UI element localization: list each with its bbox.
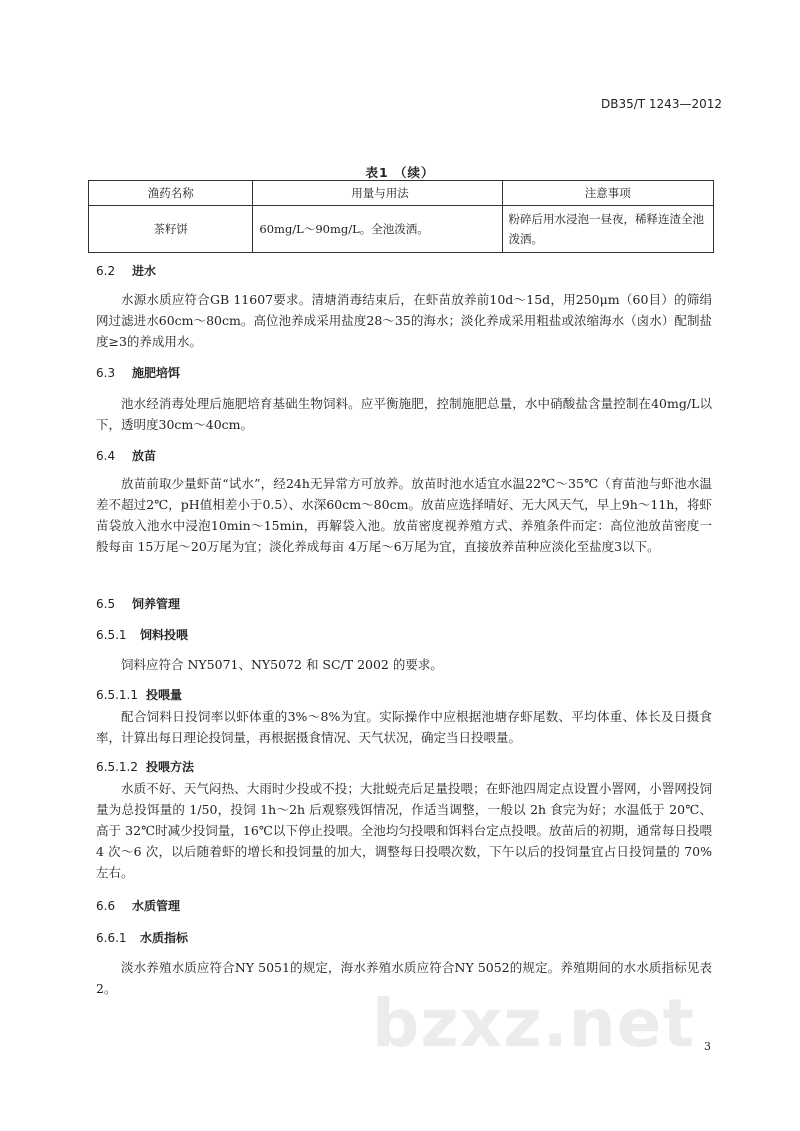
page-number: 3: [704, 1040, 711, 1053]
section-title: 投喂方法: [146, 760, 195, 774]
column-header-usage: 用量与用法: [253, 181, 502, 206]
column-header-notes: 注意事项: [502, 181, 714, 206]
section-title: 投喂量: [146, 688, 183, 702]
table-header-row: [89, 181, 714, 206]
section-number: 6.3: [96, 366, 116, 380]
section-heading-6-6-1: [96, 929, 188, 946]
section-number: 6.6.1: [96, 931, 127, 945]
section-heading-6-5-1-2: [96, 758, 194, 775]
section-number: 6.2: [96, 264, 116, 278]
paragraph-6-5-1: 饲料应符合 NY5071、NY5072 和 SC/T 2002 的要求。: [121, 657, 443, 672]
column-header-name: 渔药名称: [89, 181, 253, 206]
section-title: 进水: [132, 264, 157, 278]
watermark: bzxz.net: [372, 985, 696, 1062]
paragraph-6-3: 池水经消毒处理后施肥培育基础生物饲料。应平衡施肥，控制施肥总量，水中硝酸盐含量控制在40mg/L以下，透明度30cm～40cm。: [96, 396, 712, 432]
section-heading-6-5: [96, 595, 180, 612]
section-title: 饲料投喂: [140, 628, 189, 642]
section-title: 放苗: [132, 449, 157, 463]
section-title: 施肥培饵: [132, 366, 181, 380]
section-number: 6.5: [96, 597, 116, 611]
section-heading-6-5-1: [96, 626, 188, 643]
table-title: 表1 （续）: [365, 165, 435, 180]
section-number: 6.5.1.2: [96, 760, 138, 774]
section-number: 6.6: [96, 899, 116, 913]
paragraph-6-2: 水源水质应符合GB 11607要求。清塘消毒结束后，在虾苗放养前10d～15d，用250μm（60目）的筛绢网过滤进水60cm～80cm。高位池养成采用盐度28～35的海水；淡化养成采用粗盐或浓缩海水（卤水）配制盐度≥3的养成用水。: [96, 292, 712, 349]
section-number: 6.5.1: [96, 628, 127, 642]
paragraph-6-4: 放苗前取少量虾苗“试水”，经24h无异常方可放养。放苗时池水适宜水温22℃～35℃（育苗池与虾池水温差不超过2℃，pH值相差小于0.5）、水深60cm～80cm。放苗应选择晴好、无大风天气，早上9h～11h，将虾苗袋放入池水中浸泡10min～15min，再解袋入池。放苗密度视养殖方式、养殖条件而定：高位池放苗密度一般每亩 15万尾～20万尾为宜；淡化养成每亩 4万尾～6万尾为宜，直接放养苗种应淡化至盐度3以下。: [96, 476, 712, 554]
section-title: 水质管理: [132, 899, 181, 913]
section-title: 水质指标: [140, 931, 189, 945]
cell-notes: 粉碎后用水浸泡一昼夜，稀释连渣全池泼洒。: [502, 206, 714, 253]
section-heading-6-2: [96, 262, 156, 279]
section-number: 6.4: [96, 449, 116, 463]
reagent-table: [88, 180, 714, 253]
paragraph-6-5-1-2: 水质不好、天气闷热、大雨时少投或不投；大批蜕壳后足量投喂；在虾池四周定点设置小罯网，小罯网投饲量为总投饵量的 1/50，投饲 1h～2h 后观察残饵情况，作适当调整，一般以 2h 食完为好；水温低于 20℃、高于 32℃时减少投饲量，16℃以下停止投喂。全池均匀投喂和饵料台定点投喂。放苗后的初期，通常每日投喂 4 次～6 次，以后随着虾的增长和投饲量的加大，调整每日投喂次数，下午以后的投饲量宜占日投饲量的 70%左右。: [96, 781, 712, 880]
paragraph-6-5-1-1: 配合饲料日投饲率以虾体重的3%～8%为宜。实际操作中应根据池塘存虾尾数、平均体重、体长及日摄食率，计算出每日理论投饲量，再根据摄食情况、天气状况，确定当日投喂量。: [96, 709, 712, 745]
cell-usage: 60mg/L～90mg/L。全池泼洒。: [253, 206, 502, 253]
section-heading-6-5-1-1: [96, 686, 182, 703]
standard-code: DB35/T 1243—2012: [600, 97, 722, 111]
section-title: 饲养管理: [132, 597, 181, 611]
cell-name: 茶籽饼: [89, 206, 253, 253]
section-number: 6.5.1.1: [96, 688, 138, 702]
paragraph-6-6-1: 淡水养殖水质应符合NY 5051的规定，海水养殖水质应符合NY 5052的规定。养殖期间的水水质指标见表2。: [96, 960, 712, 996]
table-row: [89, 206, 714, 253]
section-heading-6-3: [96, 364, 180, 381]
section-heading-6-6: [96, 897, 180, 914]
section-heading-6-4: [96, 447, 156, 464]
